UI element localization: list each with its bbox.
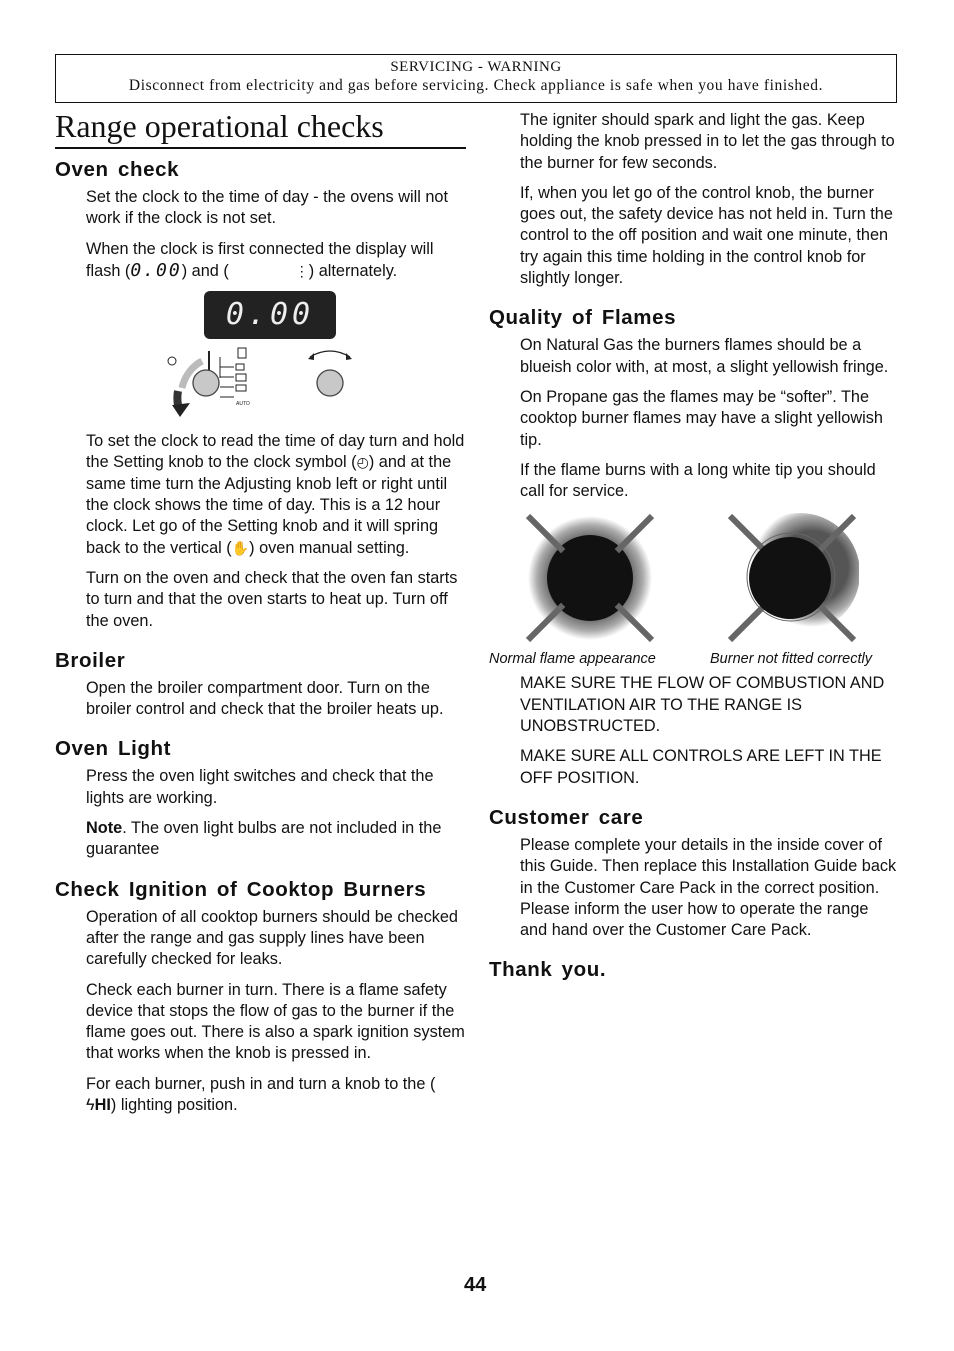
customer-care-heading: Customer care	[489, 805, 644, 829]
ignition-p3: For each burner, push in and turn a knob to the ( ϟHI) lighting position.	[86, 1074, 436, 1115]
caption-bad-burner: Burner not fitted correctly	[710, 651, 872, 668]
thank-you: Thank you.	[489, 958, 607, 982]
broiler-heading: Broiler	[55, 648, 126, 672]
oven-check-p4: Turn on the oven and check that the oven fan starts to turn and that the oven starts to heat up. Turn off the oven.	[86, 568, 458, 630]
caps-warning-2: MAKE SURE ALL CONTROLS ARE LEFT IN THE OFF POSITION.	[520, 747, 882, 787]
broiler-p1: Open the broiler compartment door. Turn on the broiler control and check that the broiler heats up.	[86, 678, 444, 719]
servicing-warning-box	[55, 54, 897, 103]
ignition-p4: The igniter should spark and light the gas. Keep holding the knob pressed in to let the gas through to the burner for few seconds.	[520, 111, 895, 172]
clock-symbol-icon	[168, 357, 176, 365]
oven-check-p2: When the clock is first connected the display will flash (0.00) and ( ⋮) alternately.	[86, 239, 434, 281]
control-knobs-svg	[162, 343, 382, 423]
ignition-p1: Operation of all cooktop burners should be checked after the range and gas supply lines have been carefully checked for leaks.	[86, 907, 458, 969]
warning-title: SERVICING - WARNING	[390, 59, 562, 75]
right-column	[489, 110, 899, 982]
warning-text: Disconnect from electricity and gas before servicing. Check appliance is safe when you have finished.	[128, 77, 824, 94]
lcd-display: 0.00	[204, 291, 336, 339]
quality-p3: If the flame burns with a long white tip you should call for service.	[520, 460, 876, 501]
hand-icon	[238, 348, 246, 358]
hi-label: HI	[94, 1096, 111, 1115]
oven-light-heading: Oven Light	[55, 737, 172, 761]
spark-icon: ϟ	[86, 1096, 95, 1115]
turn-arrow-icon	[177, 391, 178, 405]
clock-icon: ◴	[356, 454, 369, 471]
customer-care-p1: Please complete your details in the inside cover of this Guide. Then replace this Installation Guide back in the Customer Care Pack in the correct position. Please inform the user how to operate the range and hand over the Customer Care Pack.	[520, 835, 897, 940]
clock-controls-diagram	[86, 291, 470, 431]
incorrect-burner	[725, 511, 859, 645]
auto-label: AUTO	[236, 401, 250, 408]
ignition-p2: Check each burner in turn. There is a flame safety device that stops the flow of gas to the burner if the flame goes out. There is also a spark ignition system that works when the knob is pressed in.	[86, 980, 465, 1063]
quality-heading: Quality of Flames	[489, 306, 677, 330]
page-number: 44	[464, 1274, 487, 1296]
quality-p2: On Propane gas the flames may be “softer”. The cooktop burner flames may have a slight yellowish tip.	[520, 387, 883, 449]
caps-warning-1: MAKE SURE THE FLOW OF COMBUSTION AND VENTILATION AIR TO THE RANGE IS UNOBSTRUCTED.	[520, 674, 885, 736]
flame-illustrations	[489, 511, 899, 651]
adjust-arrow-icon	[310, 351, 350, 357]
ignition-p5: If, when you let go of the control knob, the burner goes out, the safety device has not held in. Turn the control to the off position and wait one minute, then try again this time holding in the control knob for slightly longer.	[520, 183, 893, 288]
page-title: Range operational checks	[55, 108, 384, 144]
hand-icon: ✋	[231, 539, 250, 556]
oven-check-p3: To set the clock to read the time of day turn and hold the Setting knob to the clock symbol (◴) and at the same time turn the Adjusting knob left or right until the clock shows the time of day. This is a 12 hour clock. Let go of the Setting knob and it will spring back to the vertical (✋) oven manual setting.	[86, 431, 470, 559]
auto-icon: ⋮	[294, 262, 309, 279]
title-rule	[55, 147, 466, 149]
lcd-inline: 0.00	[130, 259, 182, 281]
flame-captions	[489, 651, 899, 673]
setting-knob[interactable]	[193, 370, 219, 396]
ignition-heading: Check Ignition of Cooktop Burners	[55, 877, 427, 901]
normal-flame-burner	[523, 511, 657, 645]
oven-check-p1: Set the clock to the time of day - the ovens will not work if the clock is not set.	[86, 188, 448, 228]
adjusting-knob[interactable]	[317, 370, 343, 396]
oven-light-p1: Press the oven light switches and check that the lights are working.	[86, 767, 434, 807]
caption-normal-flame: Normal flame appearance	[489, 651, 656, 668]
oven-check-heading: Oven check	[55, 158, 180, 181]
left-column	[55, 158, 470, 1125]
quality-p1: On Natural Gas the burners flames should be a blueish color with, at most, a slight yellowish fringe.	[520, 336, 889, 376]
oven-light-note: Note. The oven light bulbs are not included in the guarantee	[86, 819, 442, 859]
